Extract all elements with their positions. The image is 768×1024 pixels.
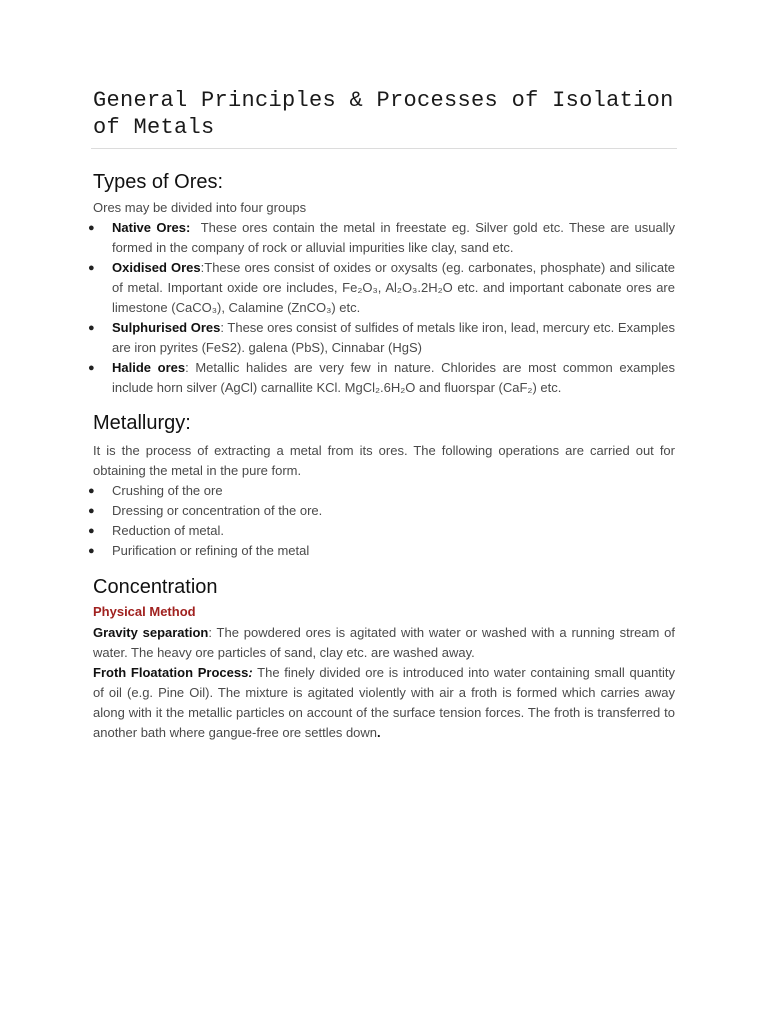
sulphurised-ores-text: : These ores consist of sulfides of metals like iron, lead, mercury etc. Examples are iron pyrites (FeS2). galena (PbS), Cinnabar (HgS): [112, 320, 675, 355]
froth-colon: :: [248, 665, 253, 680]
term-froth-floatation: Froth Floatation Process: [93, 665, 249, 680]
list-item-oxidised-ores: [88, 258, 675, 318]
bullet-icon: ●: [88, 525, 95, 537]
gravity-separation-text: : The powdered ores is agitated with water or washed with a running stream of water. The heavy ore particles of sand, clay etc. are washed away.: [93, 625, 675, 660]
halide-ores-text: : Metallic halides are very few in nature. Chlorides are most common examples include horn silver (AgCl) carnallite KCl. MgCl₂.6H₂O and fluorspar (CaF₂) etc.: [112, 360, 675, 395]
term-native-ores: Native Ores:: [112, 220, 191, 235]
metallurgy-step: Dressing or concentration of the ore.: [112, 503, 323, 518]
concentration-heading: Concentration: [93, 576, 218, 598]
bullet-icon: ●: [88, 362, 95, 374]
bullet-icon: ●: [88, 262, 95, 274]
types-of-ores-section: [88, 170, 675, 398]
list-item: [88, 521, 675, 541]
types-of-ores-intro: Ores may be divided into four groups: [93, 200, 307, 215]
bullet-icon: ●: [88, 505, 95, 517]
list-item-halide-ores: [88, 358, 675, 398]
metallurgy-heading: Metallurgy:: [93, 412, 191, 434]
document-content: [88, 87, 675, 740]
term-sulphurised-ores: Sulphurised Ores: [112, 320, 221, 335]
bullet-icon: ●: [88, 322, 95, 334]
metallurgy-step: Crushing of the ore: [112, 483, 223, 498]
oxidised-ores-text: :These ores consist of oxides or oxysalts (eg. carbonates, phosphate) and silicate of metal. Important oxide ore includes, Fe₂O₃, Al₂O₃.2H₂O etc. and important cabonate ores are limestone (CaCO₃), Calamine (ZnCO₃) etc.: [112, 260, 675, 315]
bullet-icon: ●: [88, 222, 95, 234]
term-gravity-separation: Gravity separation: [93, 625, 209, 640]
gravity-separation-paragraph: [93, 623, 675, 663]
froth-floatation-paragraph: [93, 663, 675, 743]
list-item: [88, 501, 675, 521]
metallurgy-steps-list: [88, 481, 675, 561]
concentration-section: [93, 575, 675, 743]
list-item-native-ores: [88, 218, 675, 258]
list-item: [88, 481, 675, 501]
metallurgy-step: Reduction of metal.: [112, 523, 225, 538]
metallurgy-step: Purification or refining of the metal: [112, 543, 310, 558]
metallurgy-intro: It is the process of extracting a metal from its ores. The following operations are carried out for obtaining the metal in the pure form.: [93, 443, 675, 478]
term-halide-ores: Halide ores: [112, 360, 186, 375]
title-divider: [91, 148, 677, 149]
froth-floatation-text: The finely divided ore is introduced into water containing small quantity of oil (e.g. Pine Oil). The mixture is agitated violently with air a froth is formed which carries away along with it the metallic particles on account of the surface tension forces. The froth is transferred to another bath where gangue-free ore settles down: [93, 665, 675, 740]
list-item: [88, 541, 675, 561]
list-item-sulphurised-ores: [88, 318, 675, 358]
physical-method-subheading: Physical Method: [93, 604, 196, 619]
froth-end-period: .: [377, 725, 381, 740]
metallurgy-section: [88, 411, 675, 561]
bullet-icon: ●: [88, 545, 95, 557]
bullet-icon: ●: [88, 485, 95, 497]
page-title: General Principles & Processes of Isolation of Metals: [93, 88, 674, 140]
native-ores-text: These ores contain the metal in freestate eg. Silver gold etc. These are usually formed in the company of rock or alluvial impurities like clay, sand etc.: [112, 220, 675, 255]
ore-types-list: [88, 218, 675, 398]
term-oxidised-ores: Oxidised Ores: [112, 260, 201, 275]
types-of-ores-heading: Types of Ores:: [93, 171, 224, 193]
